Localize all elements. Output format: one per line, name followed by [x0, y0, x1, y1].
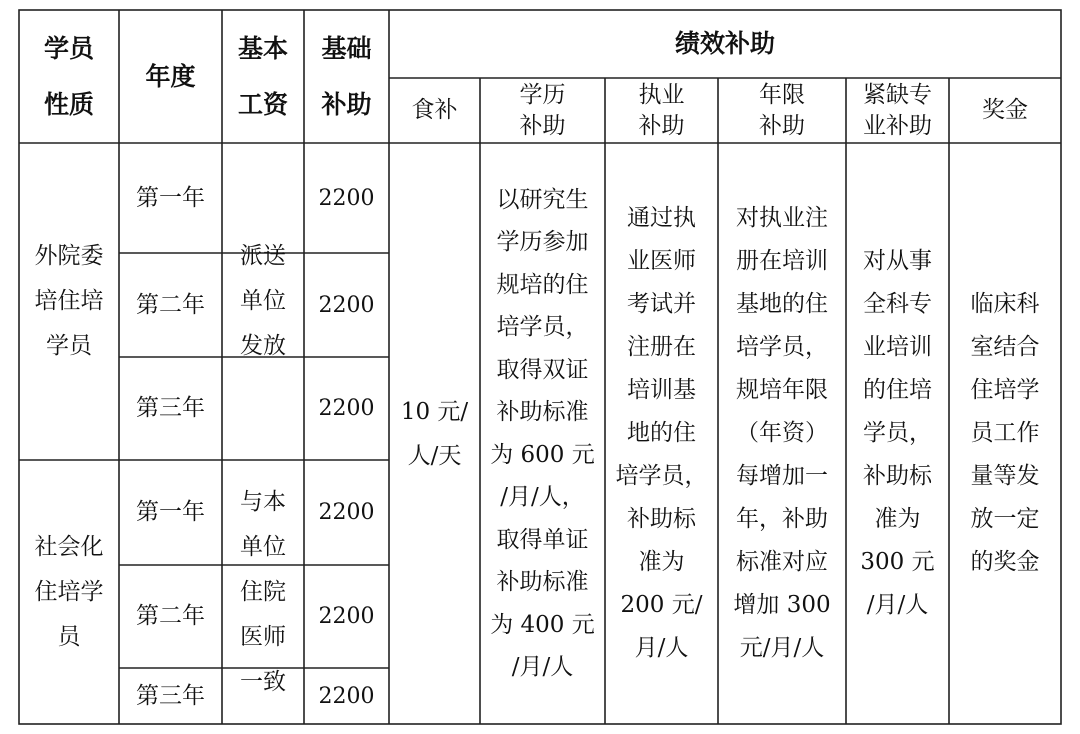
bonus-cell: 临床科 室结合 住培学 员工作 量等发 放一定 的奖金	[970, 291, 1040, 575]
header-student-type: 学员 性质	[43, 33, 94, 119]
row-base-subsidy: 2200	[318, 185, 375, 211]
group-type-social: 社会化 住培学 员	[34, 533, 104, 650]
license-subsidy-cell: 通过执 业医师 考试并 注册在 培训基 地的住 培学员， 补助标 准为 200 元/ 月/人	[615, 205, 708, 661]
subheader-license: 执业 补助	[638, 81, 685, 139]
header-performance-subsidy: 绩效补助	[674, 29, 775, 58]
row-base-subsidy: 2200	[318, 396, 375, 421]
subheader-meal: 食补	[411, 97, 458, 123]
subheader-tenure: 年限 补助	[759, 81, 805, 139]
row-year: 第二年	[136, 603, 205, 629]
group-type-commissioned: 外院委 培住培 学员	[34, 243, 104, 359]
row-year: 第三年	[136, 682, 205, 709]
shortage-subsidy-cell: 对从事 全科专 业培训 的住培 学员， 补助标 准为 300 元 /月/人	[860, 248, 935, 618]
group-salary-social: 与本 单位 住院 医师 一致	[240, 488, 286, 695]
row-year: 第一年	[136, 499, 205, 525]
tenure-subsidy-cell: 对执业注 册在培训 基地的住 培学员， 规培年限 （年资） 每增加一 年，补助 标准对应 增加 300 元/月/人	[733, 205, 831, 661]
group-salary-commissioned: 派送 单位 发放	[240, 243, 286, 359]
row-year: 第二年	[136, 291, 205, 318]
meal-subsidy-cell: 10 元/ 人/天	[400, 398, 469, 469]
row-base-subsidy: 2200	[318, 292, 375, 318]
row-base-subsidy: 2200	[318, 500, 375, 525]
row-year: 第三年	[136, 395, 205, 421]
row-year: 第一年	[136, 184, 205, 211]
subheader-bonus: 奖金	[982, 97, 1028, 123]
row-base-subsidy: 2200	[318, 683, 375, 709]
subheader-shortage: 紧缺专 业补助	[863, 81, 932, 139]
header-base-salary: 基本 工资	[237, 33, 288, 119]
subheader-education: 学历 补助	[519, 81, 566, 139]
education-subsidy-cell: 以研究生 学历参加 规培的住 培学员， 取得双证 补助标准 为 600 元 /月/人， 取得单证 补助标准 为 400 元 /月/人	[490, 186, 595, 680]
header-year: 年度	[145, 61, 196, 91]
row-base-subsidy: 2200	[318, 604, 375, 629]
header-base-subsidy: 基础 补助	[321, 33, 372, 119]
